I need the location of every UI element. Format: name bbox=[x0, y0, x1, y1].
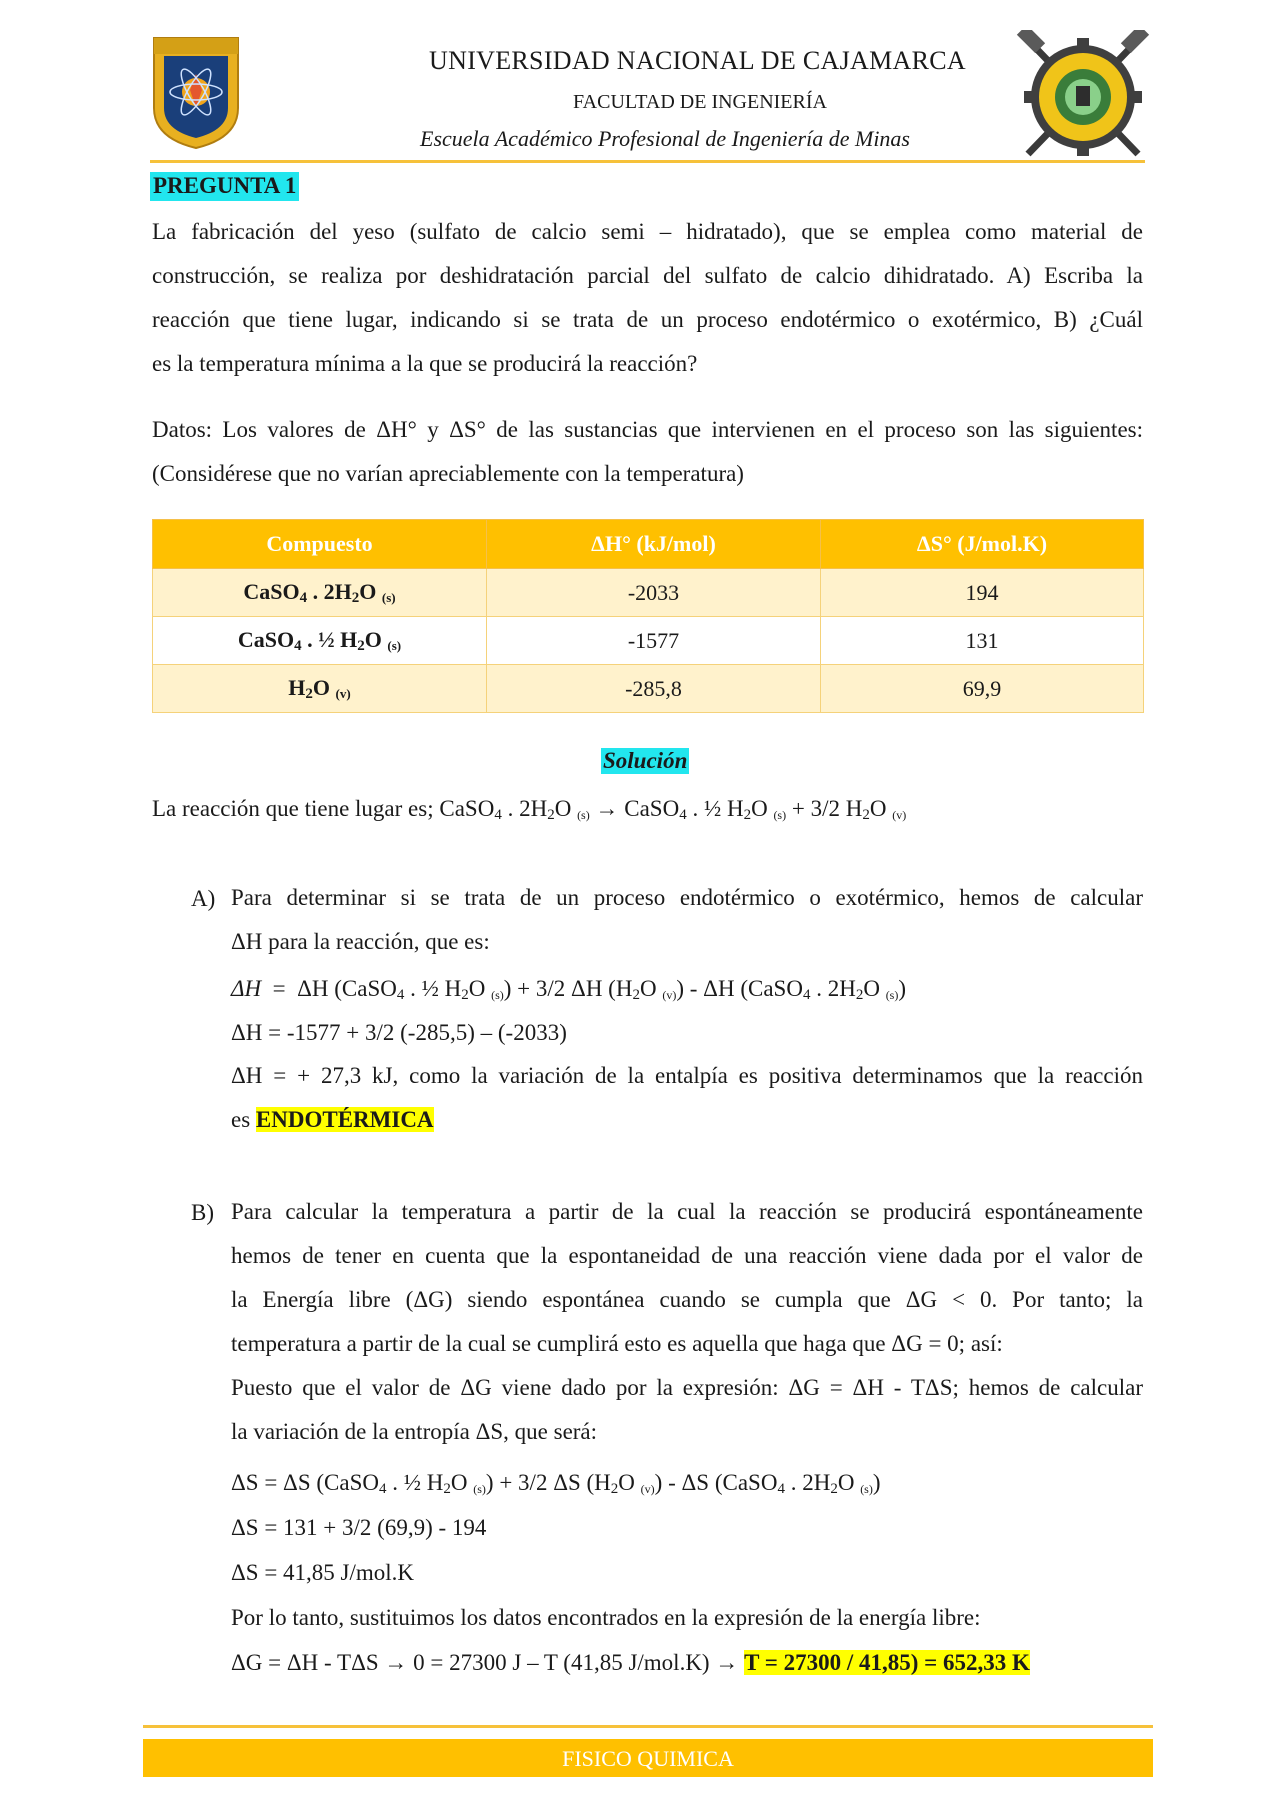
table-row bbox=[153, 665, 1144, 713]
mining-gear-emblem-icon bbox=[1014, 30, 1152, 164]
part-b-label: B) bbox=[191, 1200, 214, 1225]
thermo-data-table bbox=[152, 519, 1144, 713]
footer-course-label: FISICO QUIMICA bbox=[143, 1739, 1153, 1777]
table-header-row bbox=[153, 520, 1144, 569]
entropy-cell: 69,9 bbox=[821, 665, 1144, 713]
substitution-line: Por lo tanto, sustituimos los datos encontrados en la expresión de la energía libre: bbox=[231, 1605, 981, 1630]
part-a-line: ΔH = + 27,3 kJ, como la variación de la entalpía es positiva determinamos que la reacción bbox=[231, 1063, 1143, 1088]
enthalpy-calc: ΔH = -1577 + 3/2 (-285,5) – (-2033) bbox=[231, 1020, 567, 1045]
part-b-line: temperatura a partir de la cual se cumplirá esto es aquella que haga que ΔG = 0; así: bbox=[231, 1331, 1003, 1356]
enthalpy-cell: -2033 bbox=[487, 569, 821, 617]
header-divider bbox=[150, 160, 1145, 163]
gibbs-final: ΔG = ΔH - TΔS → 0 = 27300 J – T (41,85 J/mol.K) → T = 27300 / 41,85) = 652,33 K bbox=[231, 1650, 1030, 1675]
footer-divider bbox=[143, 1725, 1153, 1728]
data-line: Datos: Los valores de ΔH° y ΔS° de las sustancias que intervienen en el proceso son las siguientes: bbox=[152, 417, 1143, 442]
part-b-line: Para calcular la temperatura a partir de la cual la reacción se producirá espontáneamente bbox=[231, 1199, 1143, 1224]
statement-line: La fabricación del yeso (sulfato de calcio semi – hidratado), que se emplea como material de bbox=[152, 219, 1143, 244]
statement-line: es la temperatura mínima a la que se producirá la reacción? bbox=[152, 351, 698, 376]
faculty-name: FACULTAD DE INGENIERÍA bbox=[573, 91, 827, 113]
compound-cell: $H_2O$ $_{(v)}$ bbox=[153, 665, 487, 713]
compound-cell: CaSO$_4$ . ½ $H_2O$ $_{(s)}$ bbox=[153, 617, 487, 665]
reaction-equation: La reacción que tiene lugar es; CaSO$_4$ . $2H_2O$ $_{(s)}$ → CaSO$_4$ . ½ $H_2O$ $_{(s)}$ + 3/2 $H_2O$ $_{(v)}$ bbox=[152, 796, 907, 823]
part-a-text bbox=[231, 876, 1143, 964]
column-header: ΔS° (J/mol.K) bbox=[821, 520, 1144, 569]
university-name: UNIVERSIDAD NACIONAL DE CAJAMARCA bbox=[429, 46, 966, 75]
temperature-result-highlight: T = 27300 / 41,85) = 652,33 K bbox=[744, 1650, 1030, 1675]
part-b-text bbox=[231, 1190, 1143, 1454]
entropy-result: ΔS = 41,85 J/mol.K bbox=[231, 1560, 415, 1585]
part-b-line: Puesto que el valor de ΔG viene dado por la expresión: ΔG = ΔH - TΔS; hemos de calcular bbox=[231, 1375, 1143, 1400]
entropy-formula: ΔS = ΔS (CaSO$_4$ . ½ $H_2O$ $_{(s)}$) + 3/2 ΔS ($H_2O$ $_{(v)}$) - ΔS (CaSO$_4$ . $2H_2O$ $_{(s)}$) bbox=[231, 1470, 881, 1497]
column-header: ΔH° (kJ/mol) bbox=[487, 520, 821, 569]
school-name: Escuela Académico Profesional de Ingeniería de Minas bbox=[420, 126, 910, 151]
statement-line: construcción, se realiza por deshidratación parcial del sulfato de calcio dihidratado. A) Escriba la bbox=[152, 263, 1143, 288]
table-row bbox=[153, 617, 1144, 665]
part-a-line: Para determinar si se trata de un proceso endotérmico o exotérmico, hemos de calcular bbox=[231, 885, 1143, 910]
compound-cell: CaSO$_4$ . $2H_2O$ $_{(s)}$ bbox=[153, 569, 487, 617]
enthalpy-formula: ΔH = ΔH (CaSO$_4$ . ½ $H_2O$ $_{(s)}$) + 3/2 ΔH ($H_2O$ $_{(v)}$) - ΔH (CaSO$_4$ . $2H_2O$ $_{(s)}$) bbox=[231, 976, 907, 1003]
part-b-line: la Energía libre (ΔG) siendo espontánea cuando se cumpla que ΔG < 0. Por tanto; la bbox=[231, 1287, 1143, 1312]
entropy-cell: 194 bbox=[821, 569, 1144, 617]
data-line: (Considérese que no varían apreciablemente con la temperatura) bbox=[152, 461, 744, 486]
question-statement bbox=[152, 210, 1143, 386]
statement-line: reacción que tiene lugar, indicando si se trata de un proceso endotérmico o exotérmico, B) ¿Cuál bbox=[152, 307, 1143, 332]
part-a-conclusion bbox=[231, 1054, 1143, 1142]
part-a-line: ΔH para la reacción, que es: bbox=[231, 929, 490, 954]
endothermic-highlight: ENDOTÉRMICA bbox=[255, 1107, 434, 1132]
solution-title: Solución bbox=[603, 748, 688, 773]
column-header: Compuesto bbox=[153, 520, 487, 569]
table-row bbox=[153, 569, 1144, 617]
part-b-line: hemos de tener en cuenta que la espontaneidad de una reacción viene dada por el valor de bbox=[231, 1243, 1143, 1268]
part-a-label: A) bbox=[191, 886, 216, 911]
entropy-calc: ΔS = 131 + 3/2 (69,9) - 194 bbox=[231, 1515, 487, 1540]
data-statement bbox=[152, 408, 1143, 496]
part-b-line: la variación de la entropía ΔS, que será: bbox=[231, 1419, 598, 1444]
enthalpy-cell: -1577 bbox=[487, 617, 821, 665]
entropy-cell: 131 bbox=[821, 617, 1144, 665]
question-title: PREGUNTA 1 bbox=[150, 172, 299, 201]
part-a-line: es ENDOTÉRMICA bbox=[231, 1107, 434, 1132]
enthalpy-cell: -285,8 bbox=[487, 665, 821, 713]
